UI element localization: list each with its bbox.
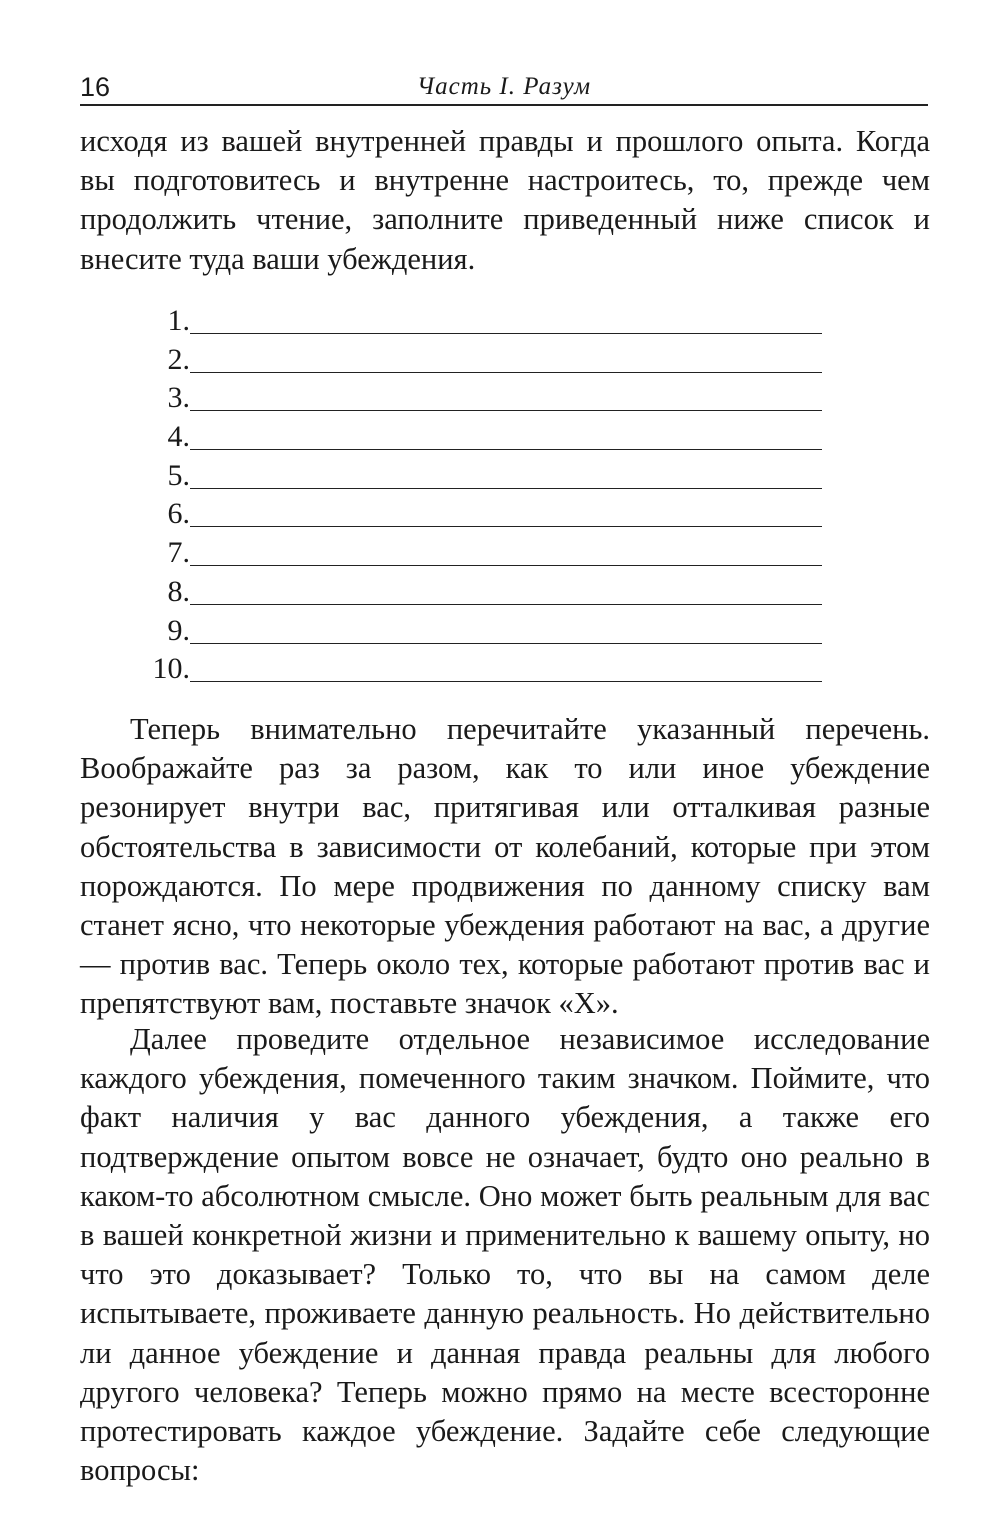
list-item bbox=[120, 650, 840, 689]
blank-line[interactable] bbox=[190, 410, 822, 411]
blank-line[interactable] bbox=[190, 681, 822, 682]
blank-line[interactable] bbox=[190, 604, 822, 605]
list-item bbox=[120, 573, 840, 612]
list-number: 7. bbox=[167, 536, 190, 570]
list-item bbox=[120, 341, 840, 380]
list-item bbox=[120, 534, 840, 573]
blank-line[interactable] bbox=[190, 643, 822, 644]
list-number: 2. bbox=[167, 342, 190, 376]
list-number: 3. bbox=[167, 381, 190, 415]
paragraph-investigate: Далее проведите отдельное независимое исследование каждого убеждения, помеченного таким значком. Поймите, что факт наличия у вас данного убеждения, а также его подтверждение опытом вовсе не означает, будто оно реально в каком-то абсолютном смысле. Оно может быть реальным для вас в вашей конкретной жизни и применительно к вашему опыту, но что это доказывает? Только то, что вы на самом деле испытываете, проживаете данную реальность. Но действительно ли данное убеждение и данная правда реальны для любого другого человека? Теперь можно прямо на месте всесторонне протестировать каждое убеждение. Задайте себе следующие вопросы: bbox=[80, 1022, 930, 1488]
blank-line[interactable] bbox=[190, 565, 822, 566]
blank-line[interactable] bbox=[190, 526, 822, 527]
list-number: 8. bbox=[167, 574, 190, 608]
list-item bbox=[120, 612, 840, 651]
blank-line[interactable] bbox=[190, 488, 822, 489]
list-item bbox=[120, 379, 840, 418]
list-number: 9. bbox=[167, 613, 190, 647]
page-header bbox=[80, 70, 928, 106]
list-number: 6. bbox=[167, 497, 190, 531]
blank-line[interactable] bbox=[190, 333, 822, 334]
list-item bbox=[120, 418, 840, 457]
beliefs-list bbox=[120, 302, 840, 689]
paragraph-intro: исходя из вашей внутренней правды и прошлого опыта. Когда вы подготовитесь и внутренне настроитесь, то, прежде чем продолжить чтение, заполните приведенный ниже список и внесите туда ваши убеждения. bbox=[80, 124, 930, 276]
blank-line[interactable] bbox=[190, 372, 822, 373]
list-number: 5. bbox=[167, 458, 190, 492]
list-number: 4. bbox=[167, 420, 190, 454]
list-item bbox=[120, 457, 840, 496]
list-item bbox=[120, 302, 840, 341]
page-number: 16 bbox=[80, 72, 111, 102]
list-number: 1. bbox=[167, 304, 190, 337]
list-number: 10. bbox=[152, 652, 190, 686]
paragraph-reread: Теперь внимательно перечитайте указанный перечень. Воображайте раз за разом, как то или иное убеждение резонирует внутри вас, притягивая или отталкивая разные обстоятельства в зависимости от колебаний, которые при этом порождаются. По мере продвижения по данному списку вам станет ясно, что некоторые убеждения работают на вас, а другие — против вас. Теперь около тех, которые работают против вас и препятствуют вам, поставьте значок «Х». bbox=[80, 712, 930, 1021]
running-title: Часть I. Разум bbox=[416, 73, 592, 100]
blank-line[interactable] bbox=[190, 449, 822, 450]
list-item bbox=[120, 495, 840, 534]
